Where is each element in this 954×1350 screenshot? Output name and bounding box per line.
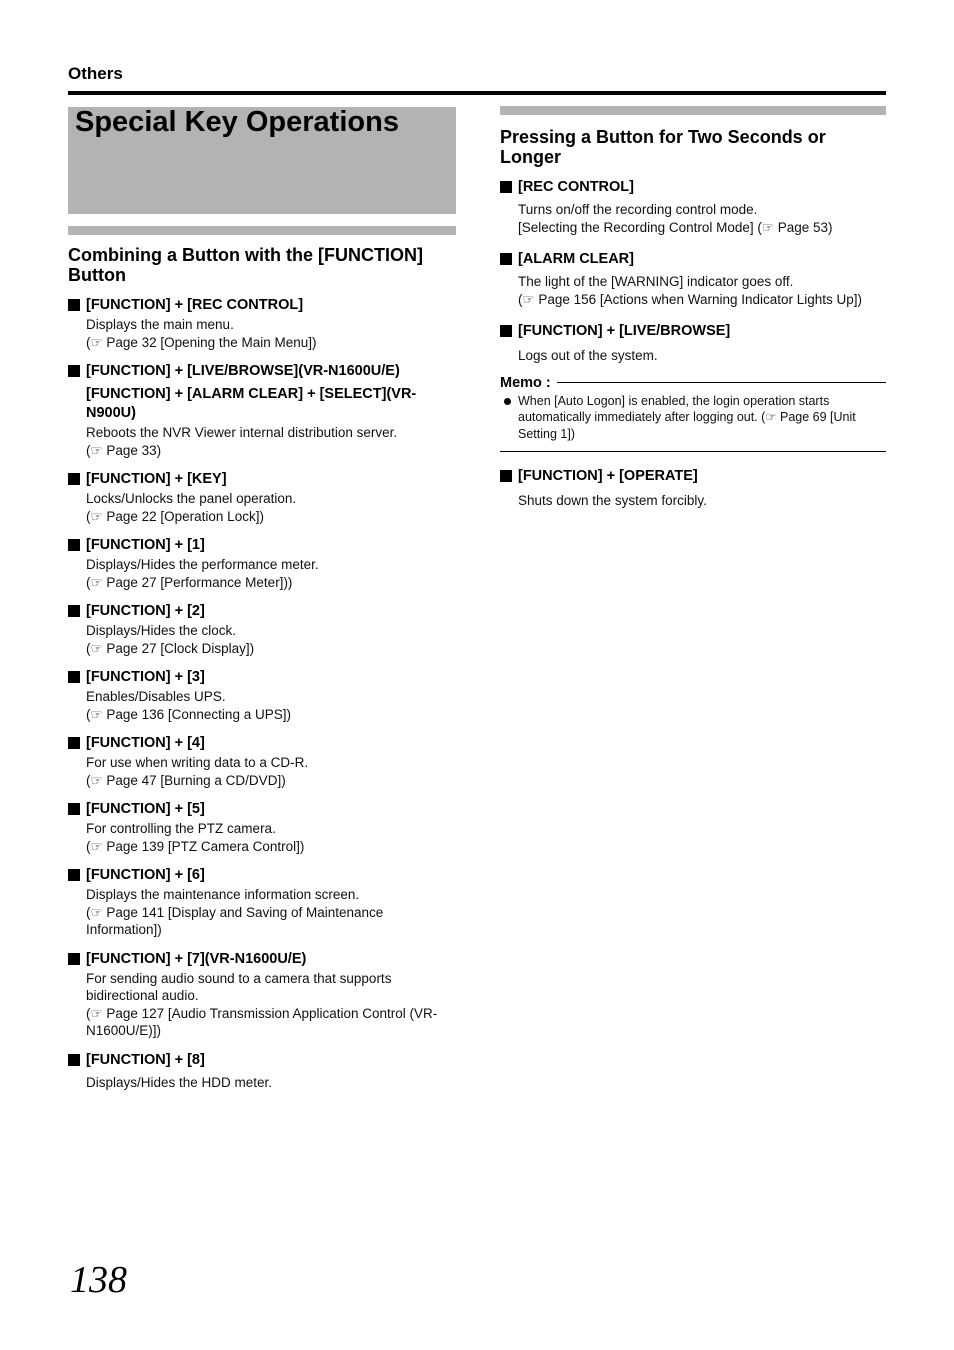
- entry: [68, 1050, 456, 1092]
- right-column: [500, 106, 886, 510]
- entry-body: [500, 201, 886, 236]
- page-number: 138: [70, 1259, 127, 1301]
- entry-desc: The light of the [WARNING] indicator goes off.: [518, 274, 794, 289]
- square-bullet-icon: [500, 253, 512, 265]
- square-bullet-icon: [68, 605, 80, 617]
- memo-item: When [Auto Logon] is enabled, the login operation starts automatically immediately after logging out. (☞ Page 69 [Unit Setting 1]): [500, 393, 886, 443]
- entry-desc: For use when writing data to a CD-R.: [86, 755, 309, 770]
- entry-title: [FUNCTION] + [5]: [68, 799, 456, 819]
- entry-title: [FUNCTION] + [4]: [68, 733, 456, 753]
- square-bullet-icon: [68, 365, 80, 377]
- entry-body: [500, 273, 886, 308]
- entry-title: [FUNCTION] + [KEY]: [68, 469, 456, 489]
- entry-body: [68, 886, 456, 939]
- entry-body: [68, 424, 456, 459]
- title-box: [68, 107, 456, 214]
- entry-title: [FUNCTION] + [REC CONTROL]: [68, 295, 456, 315]
- entry-body: [68, 820, 456, 855]
- entry-desc: Displays the main menu.: [86, 317, 234, 332]
- square-bullet-icon: [68, 869, 80, 881]
- entry-body: [68, 1074, 456, 1092]
- entry-body: [68, 316, 456, 351]
- entry: [500, 177, 886, 236]
- entry-desc: Enables/Disables UPS.: [86, 689, 226, 704]
- square-bullet-icon: [68, 803, 80, 815]
- top-rule: [68, 91, 886, 95]
- entry: [68, 295, 456, 351]
- subsection-bar: [500, 106, 886, 115]
- entry: [68, 865, 456, 939]
- square-bullet-icon: [68, 737, 80, 749]
- entry-title: [FUNCTION] + [3]: [68, 667, 456, 687]
- bullet-dot-icon: [504, 398, 511, 405]
- square-bullet-icon: [68, 671, 80, 683]
- memo-box: [500, 375, 886, 453]
- entry-title: [FUNCTION] + [1]: [68, 535, 456, 555]
- entry-title: [ALARM CLEAR]: [500, 249, 886, 269]
- entry-desc: Displays/Hides the performance meter.: [86, 557, 319, 572]
- entry-title: [FUNCTION] + [OPERATE]: [500, 466, 886, 486]
- memo-bottom-rule: [500, 451, 886, 452]
- entry-ref: (☞ Page 141 [Display and Saving of Maintenance Information]): [86, 904, 384, 937]
- entry-title: [FUNCTION] + [8]: [68, 1050, 456, 1070]
- entry-title: [FUNCTION] + [6]: [68, 865, 456, 885]
- entry-desc: Logs out of the system.: [518, 348, 658, 363]
- square-bullet-icon: [68, 539, 80, 551]
- entry-desc: Displays the maintenance information screen.: [86, 887, 360, 902]
- left-column: [68, 226, 456, 1091]
- entry-ref: (☞ Page 27 [Performance Meter])): [86, 574, 293, 590]
- entry: [500, 321, 886, 365]
- entry-ref: (☞ Page 127 [Audio Transmission Application Control (VR-N1600U/E)]): [86, 1005, 438, 1038]
- memo-header: [500, 375, 886, 391]
- entry-body: [68, 622, 456, 657]
- memo-rule: [557, 382, 886, 383]
- entry-ref: (☞ Page 22 [Operation Lock]): [86, 508, 264, 524]
- square-bullet-icon: [68, 299, 80, 311]
- entry: [500, 466, 886, 510]
- square-bullet-icon: [500, 470, 512, 482]
- entry-desc: Displays/Hides the clock.: [86, 623, 237, 638]
- entry-title: [FUNCTION] + [LIVE/BROWSE](VR-N1600U/E): [68, 361, 456, 381]
- entry: [68, 733, 456, 789]
- entry: [68, 799, 456, 855]
- entry-body: [500, 347, 886, 365]
- entry-body: [68, 754, 456, 789]
- page-title: Special Key Operations: [75, 106, 399, 138]
- subsection-bar: [68, 226, 456, 235]
- square-bullet-icon: [500, 325, 512, 337]
- entry-desc: Locks/Unlocks the panel operation.: [86, 491, 297, 506]
- entry-body: [68, 970, 456, 1040]
- entry: [500, 249, 886, 308]
- entry-ref: (☞ Page 136 [Connecting a UPS]): [86, 706, 291, 722]
- entry: [68, 667, 456, 723]
- entry-ref: (☞ Page 32 [Opening the Main Menu]): [86, 334, 317, 350]
- entry-ref: [Selecting the Recording Control Mode] (☞ Page 53): [518, 219, 833, 235]
- entry-desc: Reboots the NVR Viewer internal distribution server.: [86, 425, 398, 440]
- entry-desc: For sending audio sound to a camera that supports bidirectional audio.: [86, 970, 392, 1003]
- square-bullet-icon: [68, 1054, 80, 1066]
- entry-desc: Shuts down the system forcibly.: [518, 493, 707, 508]
- entry-desc: Turns on/off the recording control mode.: [518, 202, 758, 217]
- entry-body: [68, 490, 456, 525]
- entry-title-secondary: [FUNCTION] + [ALARM CLEAR] + [SELECT](VR-N900U): [86, 386, 417, 421]
- section-label: Others: [68, 64, 123, 83]
- entry-title: [FUNCTION] + [LIVE/BROWSE]: [500, 321, 886, 341]
- square-bullet-icon: [500, 181, 512, 193]
- entry-body: [68, 556, 456, 591]
- left-heading: Combining a Button with the [FUNCTION] Button: [68, 245, 423, 285]
- entry: [68, 601, 456, 657]
- right-heading: Pressing a Button for Two Seconds or Longer: [500, 127, 826, 167]
- square-bullet-icon: [68, 473, 80, 485]
- entry-ref: (☞ Page 139 [PTZ Camera Control]): [86, 838, 305, 854]
- entry-ref: (☞ Page 27 [Clock Display]): [86, 640, 255, 656]
- entry: [68, 535, 456, 591]
- entry-title: [FUNCTION] + [2]: [68, 601, 456, 621]
- entry: [68, 949, 456, 1040]
- entry-desc: For controlling the PTZ camera.: [86, 821, 276, 836]
- memo-label: Memo :: [500, 374, 551, 391]
- entry-ref: (☞ Page 47 [Burning a CD/DVD]): [86, 772, 286, 788]
- entry-title: [REC CONTROL]: [500, 177, 886, 197]
- entry-body: [500, 492, 886, 510]
- entry-ref: (☞ Page 156 [Actions when Warning Indicator Lights Up]): [518, 291, 863, 307]
- entry: [68, 361, 456, 459]
- entry-body: [68, 688, 456, 723]
- entry: [68, 469, 456, 525]
- entry-title: [FUNCTION] + [7](VR-N1600U/E): [68, 949, 456, 969]
- entry-desc: Displays/Hides the HDD meter.: [86, 1074, 273, 1090]
- square-bullet-icon: [68, 953, 80, 965]
- entry-ref: (☞ Page 33): [86, 442, 162, 458]
